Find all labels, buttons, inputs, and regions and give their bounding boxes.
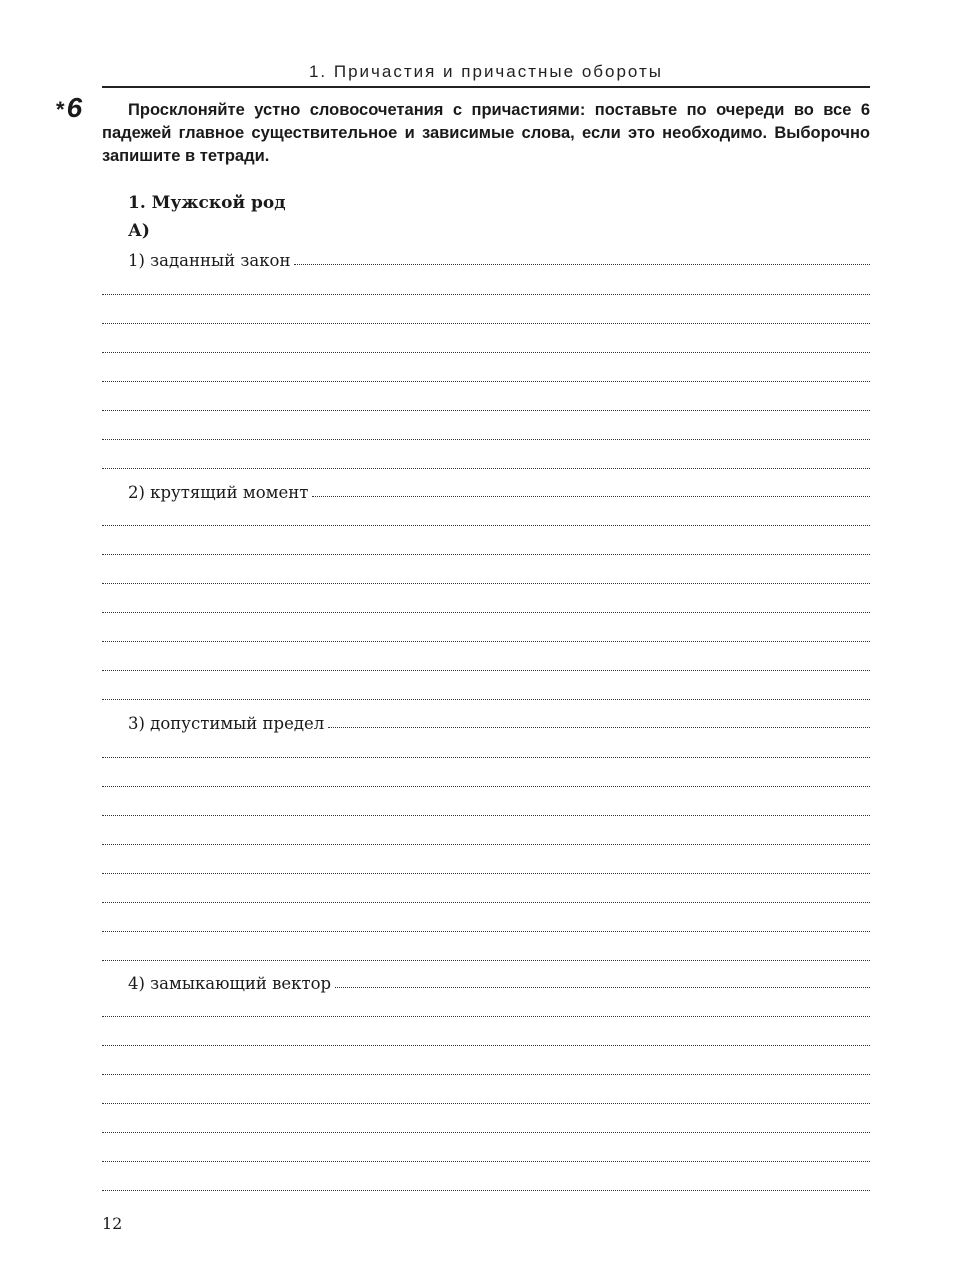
item-3[interactable]: [128, 711, 870, 733]
item-1[interactable]: [128, 248, 870, 270]
subsection-title: А): [128, 221, 150, 241]
answer-line[interactable]: [102, 381, 870, 382]
answer-line[interactable]: [102, 1045, 870, 1046]
answer-line[interactable]: [102, 815, 870, 816]
item-label: 3) допустимый предел: [128, 714, 325, 733]
answer-line[interactable]: [102, 960, 870, 961]
item-label: 1) заданный закон: [128, 251, 291, 270]
answer-line[interactable]: [335, 987, 870, 988]
answer-line[interactable]: [312, 496, 870, 497]
answer-line[interactable]: [102, 699, 870, 700]
item-4[interactable]: [128, 971, 870, 993]
star-icon: *: [56, 97, 65, 122]
answer-line[interactable]: [102, 468, 870, 469]
answer-line[interactable]: [102, 525, 870, 526]
answer-line[interactable]: [102, 873, 870, 874]
answer-line[interactable]: [102, 554, 870, 555]
exercise-marker: [56, 92, 82, 124]
answer-line[interactable]: [102, 352, 870, 353]
answer-line[interactable]: [102, 410, 870, 411]
instruction-text: Просклоняйте устно словосочетания с причастиями: поставьте по очереди во все 6 падежей главное существительное и зависимые слова, если это необходимо. Выборочно запишите в тетради.: [102, 101, 870, 165]
answer-line[interactable]: [102, 641, 870, 642]
answer-line[interactable]: [102, 1103, 870, 1104]
answer-line[interactable]: [294, 264, 870, 265]
answer-line[interactable]: [102, 670, 870, 671]
answer-line[interactable]: [102, 757, 870, 758]
running-header: 1. Причастия и причастные обороты: [308, 62, 664, 81]
answer-line[interactable]: [102, 439, 870, 440]
item-label: 2) крутящий момент: [128, 483, 309, 502]
item-label: 4) замыкающий вектор: [128, 974, 332, 993]
answer-line[interactable]: [102, 786, 870, 787]
answer-line[interactable]: [102, 902, 870, 903]
answer-line[interactable]: [102, 844, 870, 845]
answer-line[interactable]: [102, 323, 870, 324]
answer-line[interactable]: [102, 1074, 870, 1075]
answer-line[interactable]: [102, 1161, 870, 1162]
item-2[interactable]: [128, 480, 870, 502]
exercise-instruction: [102, 99, 870, 168]
exercise-number: 6: [66, 92, 83, 123]
answer-line[interactable]: [102, 1132, 870, 1133]
answer-line[interactable]: [102, 583, 870, 584]
page-number: 12: [102, 1214, 123, 1233]
answer-line[interactable]: [328, 727, 870, 728]
answer-line[interactable]: [102, 931, 870, 932]
answer-line[interactable]: [102, 294, 870, 295]
header-rule: [102, 86, 870, 88]
section-title: 1. Мужской род: [128, 193, 286, 213]
answer-line[interactable]: [102, 1190, 870, 1191]
answer-line[interactable]: [102, 612, 870, 613]
answer-line[interactable]: [102, 1016, 870, 1017]
